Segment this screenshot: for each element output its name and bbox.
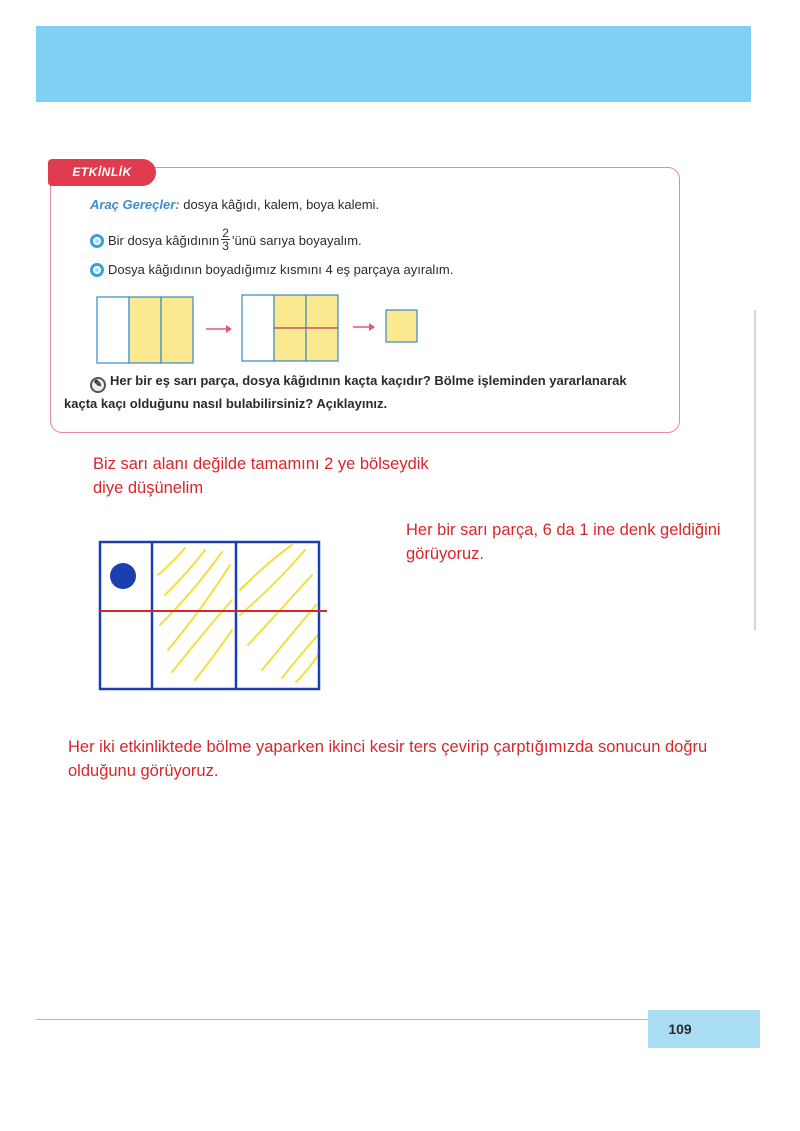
activity-tag: ETKİNLİK <box>48 159 156 186</box>
fraction-numerator: 2 <box>222 226 229 240</box>
fraction-denominator: 3 <box>222 239 229 253</box>
question-line-1: Her bir eş sarı parça, dosya kâğıdının kaçta kaçıdır? Bölme işleminden yararlanarak <box>110 373 627 388</box>
question-pencil-icon: ✎ <box>90 377 106 393</box>
step-1-text-after: 'ünü sarıya boyayalım. <box>231 233 362 248</box>
handwritten-conclusion <box>68 735 707 783</box>
materials-label: Araç Gereçler: <box>90 197 180 212</box>
step-1-text-before: Bir dosya kâğıdının <box>108 233 220 248</box>
question-line-2: kaçta kaçı olduğunu nasıl bulabilirsiniz? Açıklayınız. <box>64 396 388 411</box>
page-number: 109 <box>668 1021 692 1037</box>
materials-text: dosya kâğıdı, kalem, boya kalemi. <box>179 197 380 212</box>
conclusion-line-1: Her iki etkinliktede bölme yaparken ikinci kesir ters çevirip çarptığımızda sonucun doğru <box>68 738 708 756</box>
note-2-line-2: görüyoruz. <box>406 545 484 563</box>
note-1-line-2: diye düşünelim <box>93 479 204 497</box>
yellow-hatching <box>158 545 318 682</box>
blue-dot <box>110 563 136 589</box>
step-2-text: Dosya kâğıdının boyadığımız kısmını 4 eş parçaya ayıralım. <box>108 262 454 277</box>
note-2-line-1: Her bir sarı parça, 6 da 1 ine denk geldiğini <box>406 521 721 539</box>
footer-line <box>36 1019 648 1020</box>
conclusion-line-2: olduğunu görüyoruz. <box>68 762 219 780</box>
grid-outline <box>100 542 319 689</box>
note-1-line-1: Biz sarı alanı değilde tamamını 2 ye bölseydik <box>93 455 429 473</box>
